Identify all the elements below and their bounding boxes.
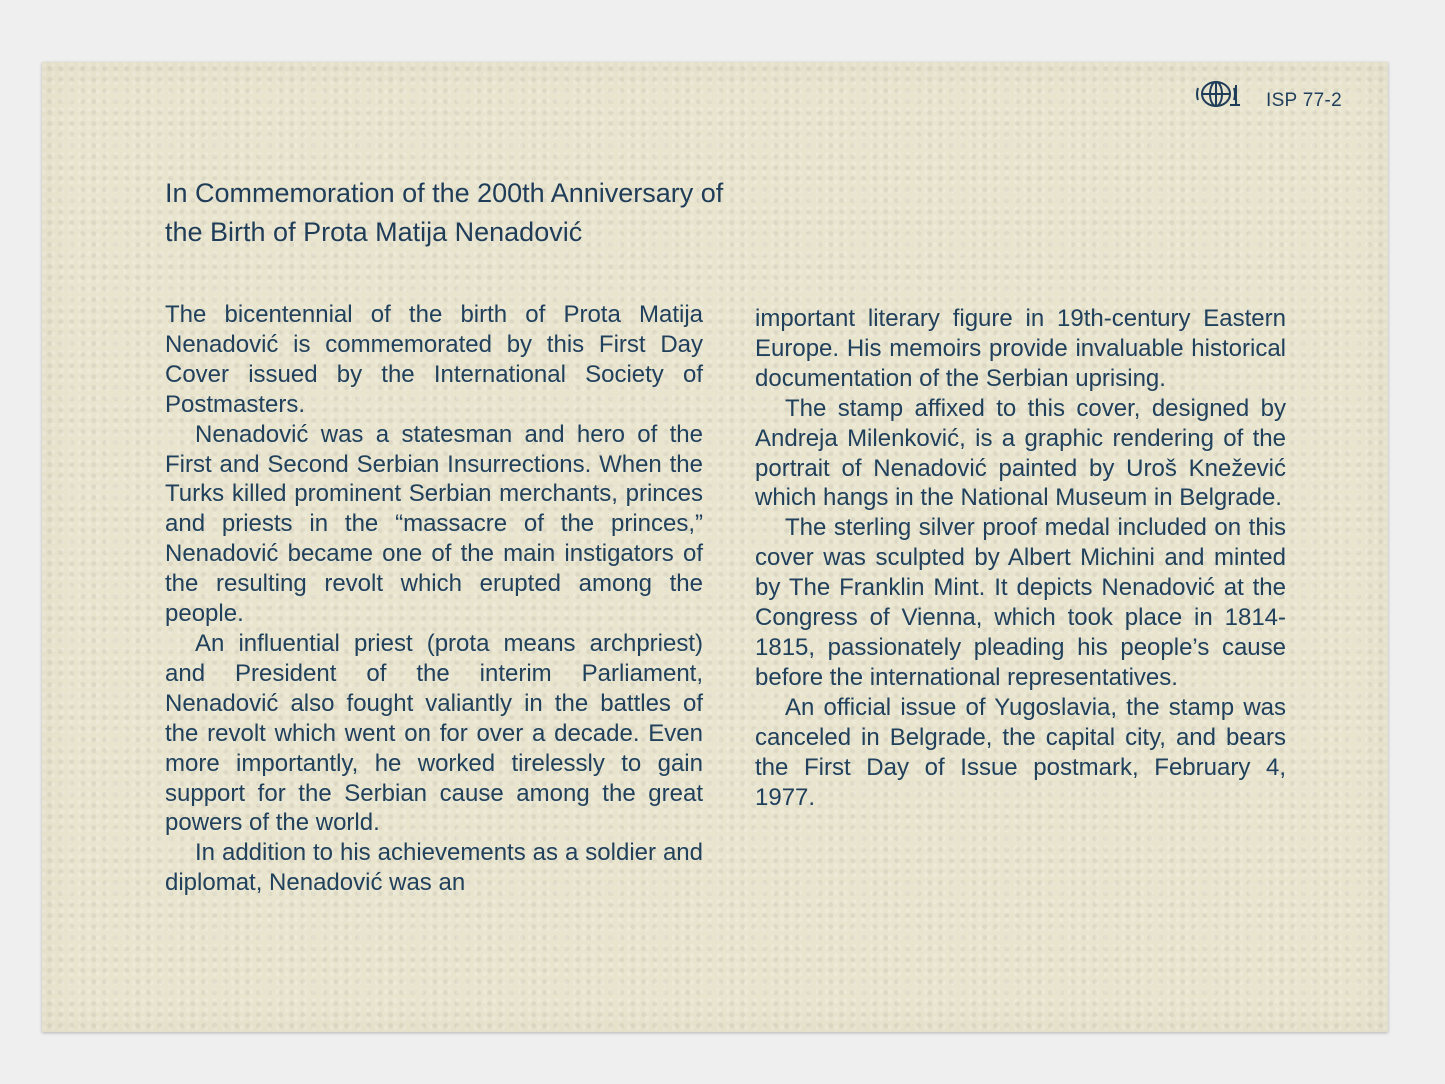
paragraph: Nenadović was a statesman and hero of the First and Second Serbian Insurrections. When the Turks killed prominent Serbian merchants, princes and priests in the “massacre of the princes,” Nenadović became one of the main instigators of the resulting revolt which erupted among the people.: [165, 420, 703, 628]
paragraph: The stamp affixed to this cover, designed by Andreja Milenković, is a graphic rendering of the portrait of Nenadović painted by Uroš Knežević which hangs in the National Museum in Belgrade.: [755, 394, 1286, 512]
page-title: [165, 174, 865, 252]
paragraph: important literary figure in 19th-century Eastern Europe. His memoirs provide invaluable historical documentation of the Serbian uprising.: [755, 305, 1286, 392]
paragraph: The bicentennial of the birth of Prota Matija Nenadović is commemorated by this First Day Cover issued by the International Society of Postmasters.: [165, 301, 703, 418]
title-line-2: the Birth of Prota Matija Nenadović: [165, 217, 583, 247]
paragraph: The sterling silver proof medal included on this cover was sculpted by Albert Michini and minted by The Franklin Mint. It depicts Nenadović at the Congress of Vienna, which took place in 1814-1815, passionately pleading his people’s cause before the international representatives.: [755, 514, 1286, 691]
title-line-1: In Commemoration of the 200th Anniversary of: [165, 178, 724, 208]
paragraph: In addition to his achievements as a soldier and diplomat, Nenadović was an: [165, 839, 703, 897]
globe-logo-icon: [1196, 79, 1242, 109]
info-card: [42, 62, 1388, 1032]
paragraph: An official issue of Yugoslavia, the stamp was canceled in Belgrade, the capital city, and bears the First Day of Issue postmark, February 4, 1977.: [755, 693, 1286, 811]
body-column-left: [165, 300, 703, 898]
paragraph: An influential priest (prota means archpriest) and President of the interim Parliament, Nenadović also fought valiantly in the battles of the revolt which went on for over a decade. Even more importantly, he worked tirelessly to gain support for the Serbian cause among the great powers of the world.: [165, 629, 703, 837]
catalog-code: ISP 77-2: [1266, 90, 1342, 111]
body-column-right: [755, 304, 1286, 812]
